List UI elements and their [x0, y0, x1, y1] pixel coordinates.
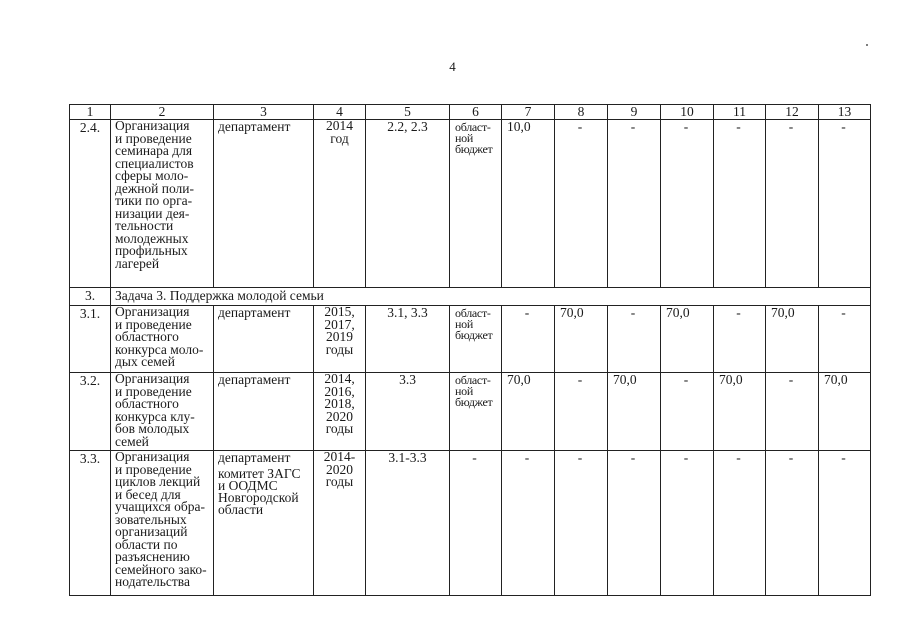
header-cell: 2: [111, 105, 214, 120]
task-row: [70, 288, 871, 306]
value-cell: -: [819, 451, 871, 596]
header-cell: 8: [555, 105, 608, 120]
value-cell: -: [714, 306, 766, 373]
value-cell: -: [714, 451, 766, 596]
program-table: [69, 104, 871, 596]
value-cell: -: [766, 451, 819, 596]
value-cell: -: [450, 451, 502, 596]
target-indicators: 3.1, 3.3: [366, 306, 450, 373]
task-title: Задача 3. Поддержка молодой семьи: [111, 288, 871, 306]
executor: департамент: [214, 306, 314, 373]
activity-name: Организация и проведение областного конкурса клу- бов молодых семей: [111, 373, 214, 451]
table-row: [70, 120, 871, 288]
target-indicators: 3.3: [366, 373, 450, 451]
header-row: [70, 105, 871, 120]
implementation-years: 2014 год: [314, 120, 366, 288]
implementation-years: 2015, 2017, 2019 годы: [314, 306, 366, 373]
funding-source: област- ной бюджет: [450, 373, 502, 451]
header-cell: 3: [214, 105, 314, 120]
value-cell: -: [555, 451, 608, 596]
value-cell: 70,0: [555, 306, 608, 373]
implementation-years: 2014, 2016, 2018, 2020 годы: [314, 373, 366, 451]
row-number: 3.: [70, 288, 111, 306]
value-cell: -: [766, 120, 819, 288]
header-cell: 12: [766, 105, 819, 120]
scan-speck: [866, 44, 868, 46]
header-cell: 11: [714, 105, 766, 120]
header-cell: 5: [366, 105, 450, 120]
header-cell: 10: [661, 105, 714, 120]
executor: департамент: [214, 120, 314, 288]
value-cell: 70,0: [714, 373, 766, 451]
value-cell: -: [502, 451, 555, 596]
implementation-years: 2014- 2020 годы: [314, 451, 366, 596]
value-cell: 10,0: [502, 120, 555, 288]
value-cell: -: [661, 120, 714, 288]
value-cell: 70,0: [608, 373, 661, 451]
activity-name: Организация и проведение областного конкурса моло- дых семей: [111, 306, 214, 373]
target-indicators: 3.1-3.3: [366, 451, 450, 596]
value-cell: 70,0: [661, 306, 714, 373]
activity-name: Организация и проведение циклов лекций и бесед для учащихся обра- зовательных организаций области по разъяснению семейного зако- нодательства: [111, 451, 214, 596]
value-cell: 70,0: [502, 373, 555, 451]
header-cell: 7: [502, 105, 555, 120]
value-cell: -: [819, 306, 871, 373]
target-indicators: 2.2, 2.3: [366, 120, 450, 288]
table-row: [70, 306, 871, 373]
value-cell: -: [608, 120, 661, 288]
funding-source: област- ной бюджет: [450, 120, 502, 288]
value-cell: -: [819, 120, 871, 288]
executor: департамент: [214, 373, 314, 451]
executor: департамент комитет ЗАГС и ООДМС Новгородской области: [214, 451, 314, 596]
header-cell: 4: [314, 105, 366, 120]
row-number: 2.4.: [70, 120, 111, 288]
row-number: 3.3.: [70, 451, 111, 596]
row-number: 3.2.: [70, 373, 111, 451]
value-cell: -: [766, 373, 819, 451]
activity-name: Организация и проведение семинара для специалистов сферы моло- дежной поли- тики по орга- низации дея- тельности молодежных профильных лагерей: [111, 120, 214, 288]
value-cell: 70,0: [819, 373, 871, 451]
value-cell: -: [661, 373, 714, 451]
header-cell: 6: [450, 105, 502, 120]
header-cell: 9: [608, 105, 661, 120]
co-executor: комитет ЗАГС и ООДМС Новгородской области: [218, 466, 301, 517]
value-cell: -: [555, 373, 608, 451]
value-cell: -: [555, 120, 608, 288]
funding-source: област- ной бюджет: [450, 306, 502, 373]
value-cell: -: [661, 451, 714, 596]
value-cell: -: [608, 306, 661, 373]
value-cell: -: [502, 306, 555, 373]
table-row: [70, 451, 871, 596]
page-number: 4: [449, 59, 456, 74]
value-cell: -: [714, 120, 766, 288]
header-cell: 1: [70, 105, 111, 120]
header-cell: 13: [819, 105, 871, 120]
value-cell: 70,0: [766, 306, 819, 373]
value-cell: -: [608, 451, 661, 596]
table-row: [70, 373, 871, 451]
row-number: 3.1.: [70, 306, 111, 373]
